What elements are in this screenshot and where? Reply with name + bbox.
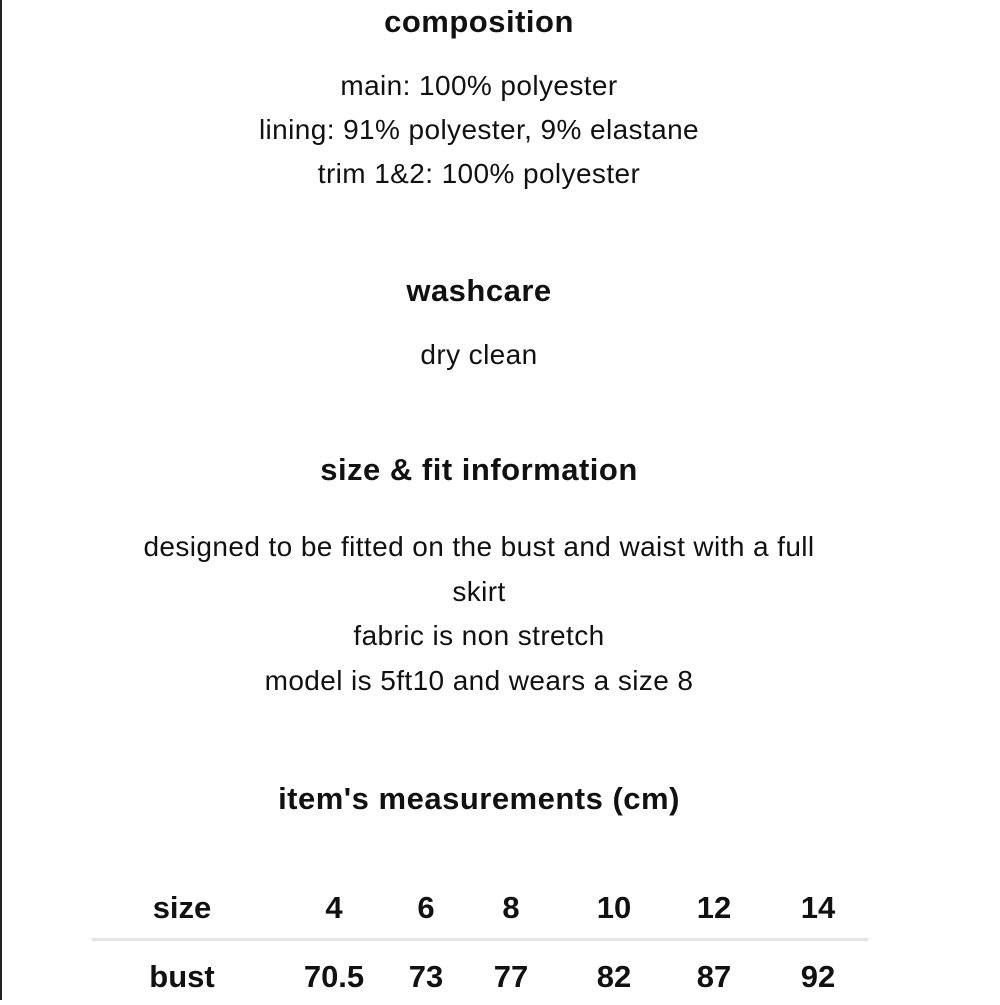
size-fit-line: designed to be fitted on the bust and waist with a full bbox=[143, 531, 815, 562]
washcare-instruction: dry clean bbox=[420, 339, 538, 370]
composition-section bbox=[0, 4, 958, 196]
table-header-cell: 4 bbox=[325, 890, 343, 925]
size-fit-line: fabric is non stretch bbox=[353, 620, 605, 651]
composition-lining: lining: 91% polyester, 9% elastane bbox=[258, 114, 700, 145]
table-cell: 92 bbox=[800, 959, 836, 994]
table-row bbox=[92, 949, 868, 1005]
washcare-heading: washcare bbox=[406, 273, 552, 308]
table-header-cell: 14 bbox=[800, 890, 836, 925]
measurements-table bbox=[92, 880, 868, 1005]
table-cell: 82 bbox=[596, 959, 632, 994]
table-cell: 73 bbox=[408, 959, 444, 994]
washcare-lines bbox=[0, 333, 958, 377]
size-fit-lines bbox=[0, 525, 958, 703]
size-fit-section bbox=[0, 452, 958, 703]
table-cell: 87 bbox=[696, 959, 732, 994]
table-header-row bbox=[92, 880, 868, 936]
washcare-section bbox=[0, 273, 958, 377]
composition-trim: trim 1&2: 100% polyester bbox=[317, 158, 641, 189]
table-header-cell: 10 bbox=[596, 890, 632, 925]
size-fit-heading: size & fit information bbox=[320, 452, 638, 487]
size-fit-line: skirt bbox=[452, 575, 506, 607]
table-header-cell: 8 bbox=[502, 890, 520, 925]
table-cell: bust bbox=[149, 959, 215, 994]
composition-main: main: 100% polyester bbox=[340, 70, 618, 101]
table-header-cell: 6 bbox=[417, 890, 435, 925]
table-header-cell: 12 bbox=[696, 890, 732, 925]
table-divider bbox=[92, 938, 868, 941]
size-fit-line: model is 5ft10 and wears a size 8 bbox=[264, 664, 694, 696]
measurements-heading: item's measurements (cm) bbox=[278, 781, 680, 816]
composition-heading: composition bbox=[384, 4, 574, 39]
composition-lines bbox=[0, 64, 958, 196]
table-cell: 77 bbox=[493, 959, 529, 994]
table-header-cell: size bbox=[152, 890, 212, 925]
table-cell: 70.5 bbox=[303, 959, 365, 994]
measurements-section bbox=[0, 781, 958, 817]
